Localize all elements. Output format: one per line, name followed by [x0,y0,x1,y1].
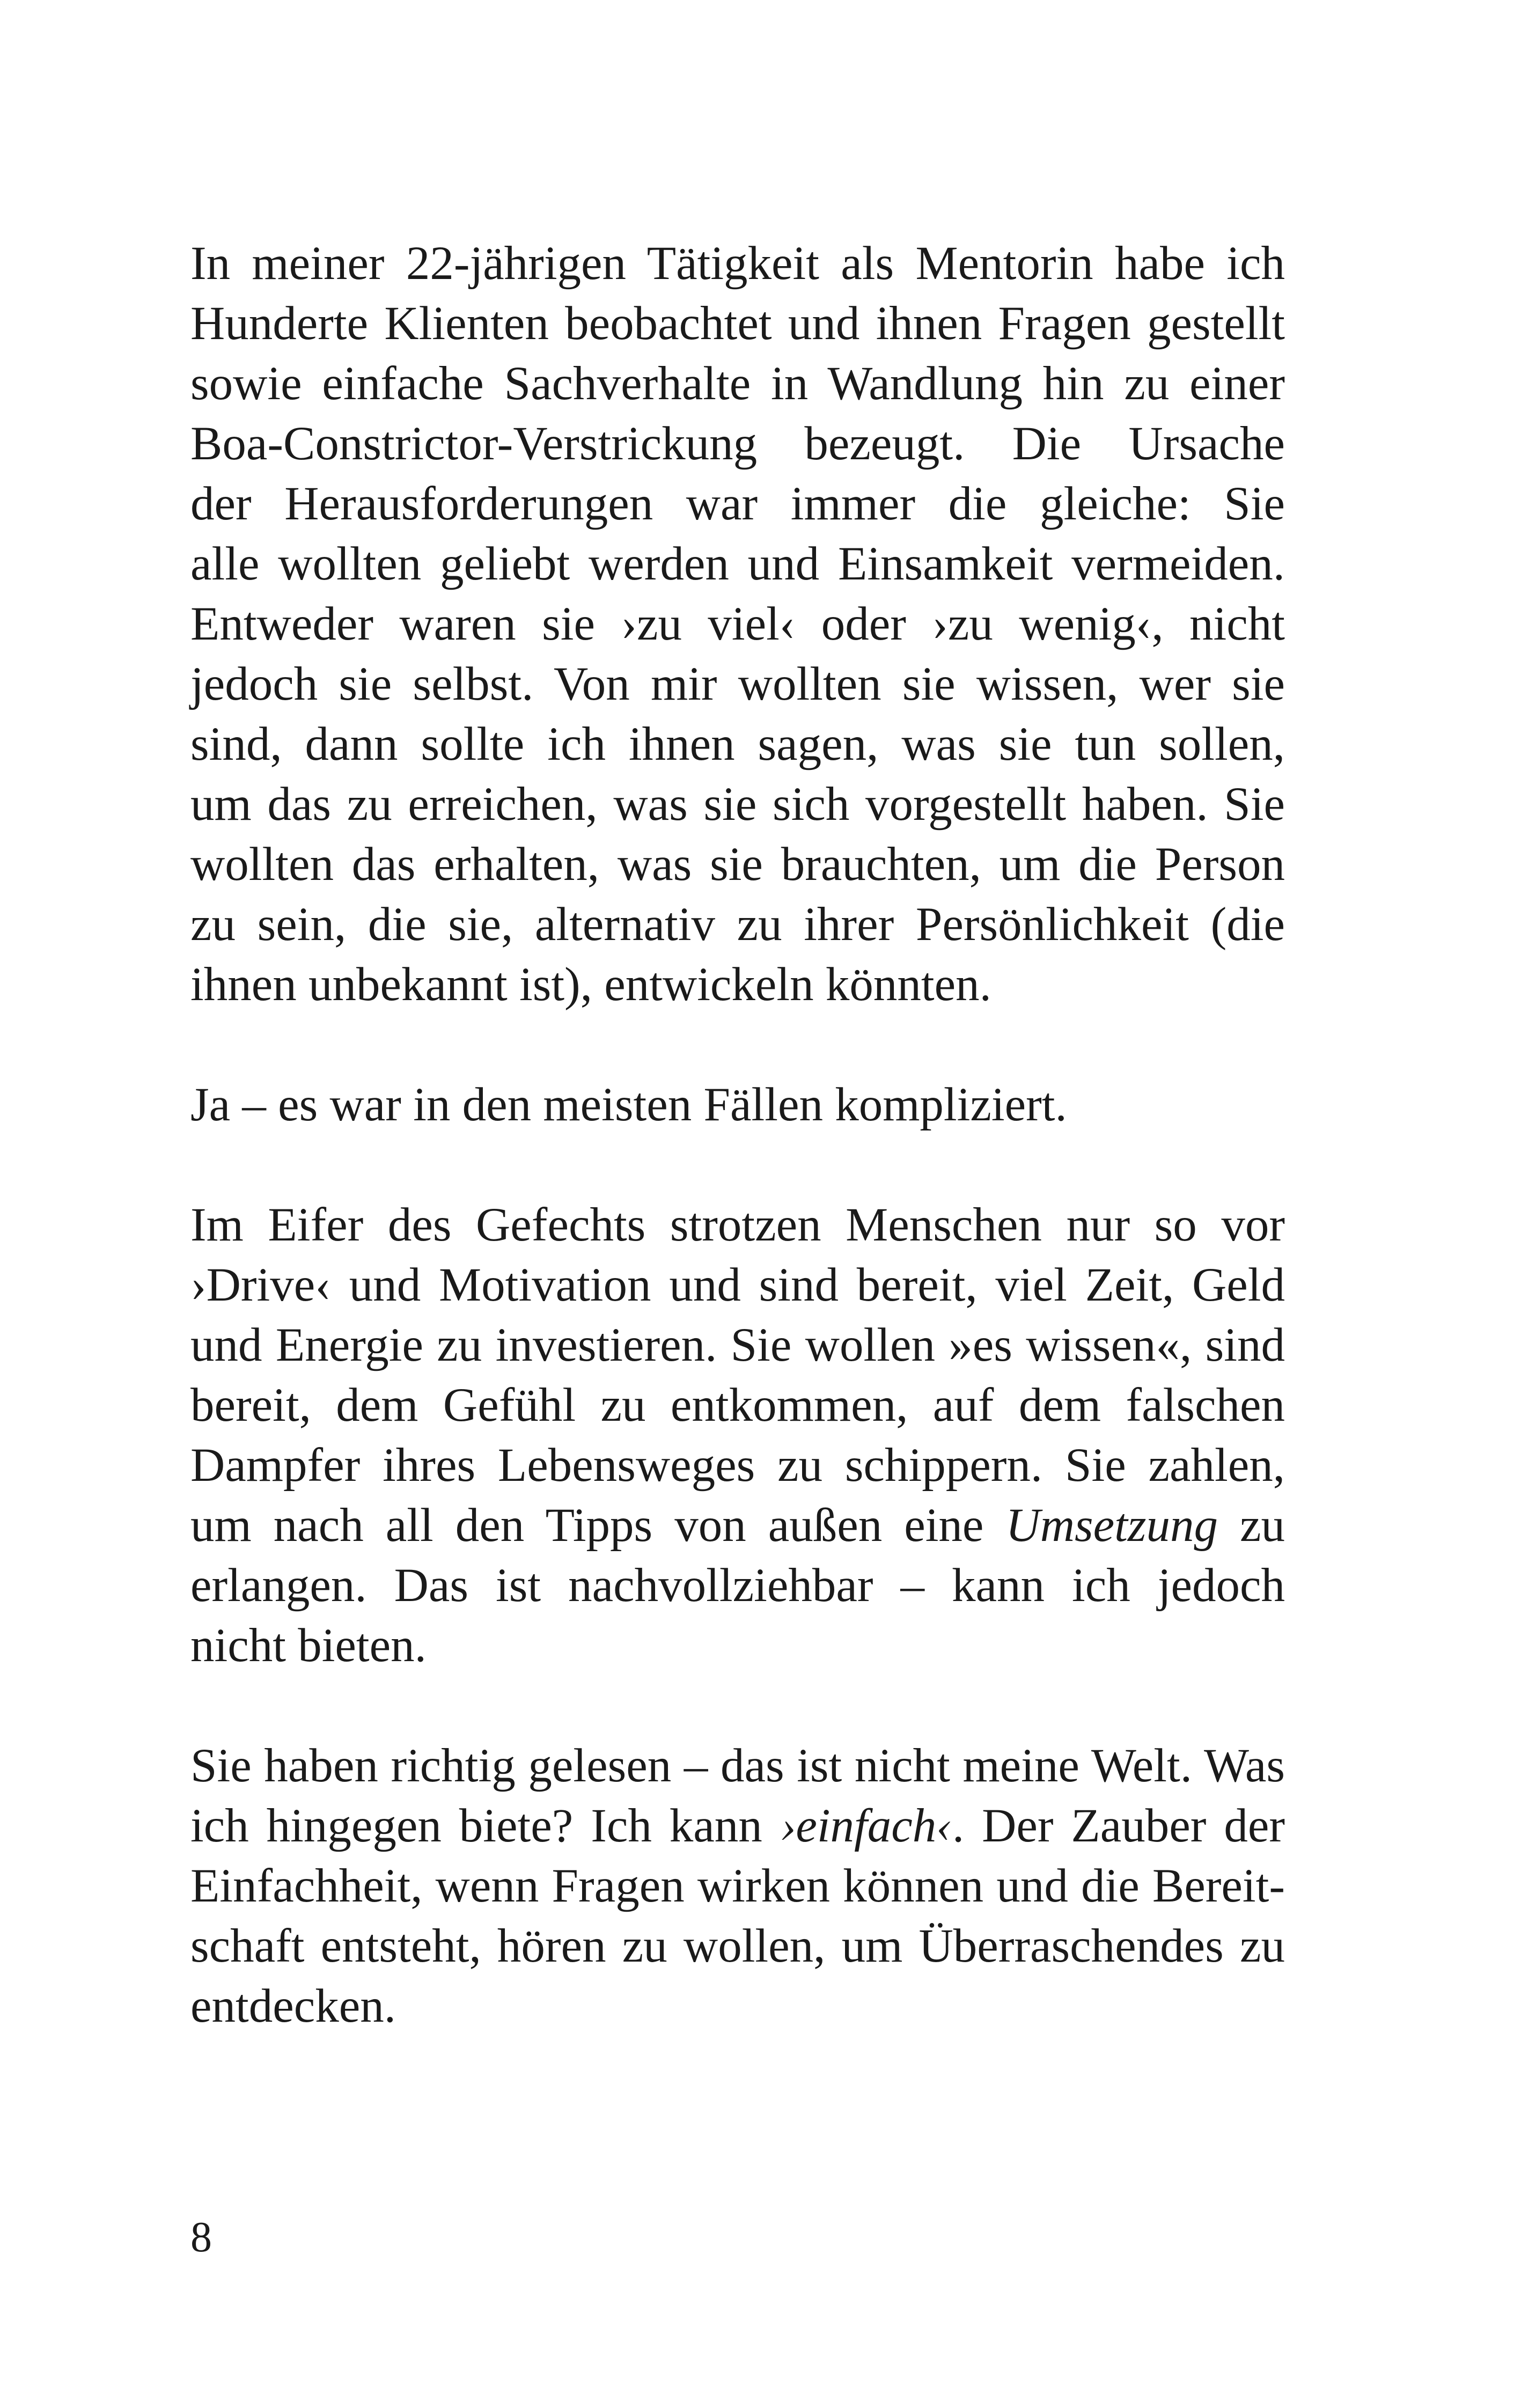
text-line: sind, dann sollte ich ihnen sagen, was sie tun sollen, [190,718,1285,770]
text-line: Hunderte Klienten beobachtet und ihnen Fragen gestellt [190,297,1285,350]
text-line: bereit, dem Gefühl zu entkommen, auf dem falschen [190,1379,1285,1431]
text-line: Einfachheit, wenn Fragen wirken können und die Bereit- [190,1860,1285,1912]
paragraph-1 [190,233,1285,1015]
text-line: der Herausforderungen war immer die gleiche: Sie [190,478,1285,530]
text-line: ›Drive‹ und Motivation und sind bereit, viel Zeit, Geld [190,1259,1285,1311]
text-line: nicht bieten. [190,1619,427,1672]
text-line: entdecken. [190,1980,396,2032]
emphasis-text: ›einfach‹ [780,1800,952,1852]
page-body [190,233,1285,2036]
emphasis-text: Umsetzung [1005,1499,1218,1552]
text-line: Im Eifer des Gefechts strotzen Menschen nur so vor [190,1199,1285,1251]
text-line: zu sein, die sie, alternativ zu ihrer Persönlichkeit (die [190,898,1285,951]
paragraph-4 [190,1736,1285,2036]
text-line: sowie einfache Sachverhalte in Wandlung hin zu einer [190,357,1285,410]
text-line: Entweder waren sie ›zu viel‹ oder ›zu wenig‹, nicht [190,598,1285,650]
text-line [190,1495,1285,1555]
text-line: alle wollten geliebt werden und Einsamkeit vermeiden. [190,538,1285,590]
text-segment: um nach all den Tipps von außen eine [190,1499,1006,1552]
paragraph-gap [190,1676,1285,1736]
text-line: ihnen unbekannt ist), entwickeln könnten. [190,958,991,1011]
paragraph-3 [190,1195,1285,1676]
text-line: jedoch sie selbst. Von mir wollten sie wissen, wer sie [190,658,1285,710]
text-line: Dampfer ihres Lebensweges zu schippern. Sie zahlen, [190,1439,1285,1492]
text-line [190,1796,1285,1856]
text-line: erlangen. Das ist nachvollziehbar – kann ich jedoch [190,1559,1285,1612]
paragraph-2 [190,1075,1285,1135]
text-line: und Energie zu investieren. Sie wollen »es wissen«, sind [190,1319,1285,1371]
text-line: wollten das erhalten, was sie brauchten, um die Person [190,838,1285,891]
text-line: In meiner 22-jährigen Tätigkeit als Mentorin habe ich [190,237,1285,290]
text-segment: ich hingegen biete? Ich kann [190,1800,780,1852]
page-number: 8 [190,2214,212,2261]
text-line: Boa-Constrictor-Verstrickung bezeugt. Die Ursache [190,417,1285,470]
paragraph-gap [190,1135,1285,1195]
text-line: um das zu erreichen, was sie sich vorgestellt haben. Sie [190,778,1285,831]
text-segment: zu [1217,1499,1285,1552]
text-line: Sie haben richtig gelesen – das ist nicht meine Welt. Was [190,1739,1285,1792]
text-segment: . Der Zauber der [952,1800,1285,1852]
text-line: Ja – es war in den meisten Fällen kompliziert. [190,1078,1067,1131]
paragraph-gap [190,1015,1285,1075]
text-line: schaft entsteht, hören zu wollen, um Überraschendes zu [190,1920,1285,1972]
